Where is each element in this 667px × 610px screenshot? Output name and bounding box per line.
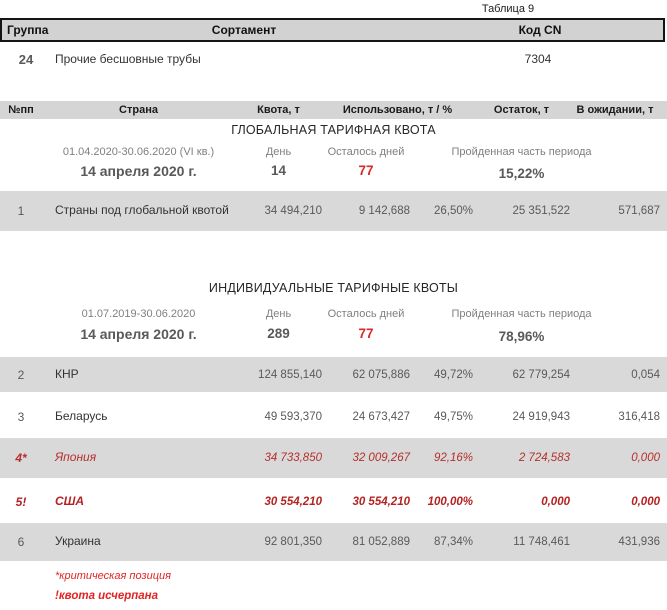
group-cn-code: 7304 — [524, 52, 552, 66]
row-remainder: 2 724,583 — [518, 452, 570, 464]
row-pending: 0,054 — [631, 368, 660, 381]
row-pending: 316,418 — [618, 411, 660, 423]
row-used-pct: 100,00% — [427, 496, 473, 508]
global-period-labels — [0, 146, 667, 160]
row-country: КНР — [55, 366, 79, 381]
individual-elapsed-value: 78,96% — [498, 328, 545, 344]
global-current-date: 14 апреля 2020 г. — [80, 163, 197, 179]
row-country: Страны под глобальной квотой — [55, 203, 229, 218]
row-quota: 124 855,140 — [258, 368, 322, 381]
global-elapsed-label: Пройденная часть периода — [451, 146, 592, 158]
row-quota: 30 554,210 — [264, 496, 322, 508]
row-quota: 34 733,850 — [264, 452, 322, 464]
row-quota: 34 494,210 — [264, 205, 322, 217]
row-used-t: 81 052,889 — [352, 536, 410, 548]
row-country: Украина — [55, 534, 101, 549]
group-header-code: Код CN — [518, 23, 562, 37]
table-row-usa — [0, 484, 667, 520]
individual-elapsed-label: Пройденная часть периода — [451, 308, 592, 320]
individual-day-value: 289 — [267, 326, 290, 341]
row-remainder: 11 748,461 — [513, 536, 570, 548]
group-sortament: Прочие бесшовные трубы — [55, 52, 201, 66]
table-row-japan — [0, 438, 667, 478]
table-row-ukraine — [0, 523, 667, 561]
row-used-t: 32 009,267 — [352, 452, 410, 464]
row-used-t: 62 075,886 — [352, 368, 410, 381]
global-elapsed-value: 15,22% — [498, 165, 545, 181]
row-quota: 92 801,350 — [264, 536, 322, 548]
row-used-pct: 49,72% — [433, 368, 473, 381]
global-day-value: 14 — [270, 163, 287, 178]
individual-days-left-label: Осталось дней — [327, 308, 405, 320]
individual-day-label: День — [265, 308, 292, 320]
global-day-label: День — [265, 146, 292, 158]
table-caption: Таблица 9 — [481, 3, 535, 15]
global-days-left-label: Осталось дней — [327, 146, 405, 158]
row-num: 6 — [17, 535, 25, 549]
row-pending: 431,936 — [618, 536, 660, 548]
row-num: 1 — [17, 204, 25, 218]
row-used-pct: 87,34% — [433, 536, 473, 548]
footnote-critical: *критическая позиция — [55, 570, 171, 582]
group-number: 24 — [18, 52, 34, 67]
footnote-exhausted: !квота исчерпана — [55, 590, 159, 602]
table-row-belarus — [0, 399, 667, 435]
individual-period-labels — [0, 308, 667, 322]
row-pending: 0,000 — [631, 452, 660, 464]
col-header-remainder: Остаток, т — [493, 104, 550, 116]
row-used-t: 24 673,427 — [352, 411, 410, 423]
row-remainder: 62 779,254 — [512, 368, 570, 381]
row-num: 5! — [15, 495, 27, 509]
table-row-knr — [0, 357, 667, 392]
row-quota: 49 593,370 — [264, 411, 322, 423]
row-pending: 0,000 — [631, 496, 660, 508]
row-pending: 571,687 — [618, 205, 660, 217]
row-num: 2 — [17, 367, 25, 382]
global-days-left-value: 77 — [358, 163, 374, 178]
row-remainder: 24 919,943 — [512, 411, 570, 423]
individual-section-title: ИНДИВИДУАЛЬНЫЕ ТАРИФНЫЕ КВОТЫ — [208, 281, 459, 295]
row-used-pct: 92,16% — [433, 452, 473, 464]
row-used-pct: 26,50% — [433, 205, 473, 217]
individual-days-left-value: 77 — [358, 326, 374, 341]
quota-table-header — [0, 101, 667, 119]
global-period-range: 01.04.2020-30.06.2020 (VI кв.) — [62, 146, 215, 158]
col-header-pending: В ожидании, т — [576, 104, 654, 116]
row-remainder: 0,000 — [541, 496, 570, 508]
row-used-pct: 49,75% — [433, 411, 473, 423]
global-period-values — [0, 163, 667, 183]
row-used-t: 9 142,688 — [358, 205, 410, 217]
col-header-country: Страна — [119, 104, 158, 116]
row-num: 3 — [17, 410, 25, 424]
individual-period-range: 01.07.2019-30.06.2020 — [81, 308, 196, 320]
global-section-title: ГЛОБАЛЬНАЯ ТАРИФНАЯ КВОТА — [231, 123, 436, 137]
row-country: Япония — [55, 450, 97, 465]
row-used-t: 30 554,210 — [352, 496, 410, 508]
row-num: 4* — [15, 451, 27, 465]
col-header-num: №пп — [8, 104, 34, 116]
group-header-group: Группа — [7, 23, 49, 37]
row-country: Беларусь — [55, 409, 108, 424]
col-header-quota: Квота, т — [257, 104, 300, 116]
individual-current-date: 14 апреля 2020 г. — [80, 326, 197, 342]
row-remainder: 25 351,522 — [512, 205, 570, 217]
group-header-sortament: Сортамент — [211, 23, 277, 37]
group-row — [0, 52, 667, 72]
individual-period-values — [0, 326, 667, 346]
col-header-used: Использовано, т / % — [342, 104, 453, 116]
group-header-bar — [0, 18, 665, 42]
row-country: США — [55, 494, 85, 509]
table-row-global — [0, 191, 667, 231]
